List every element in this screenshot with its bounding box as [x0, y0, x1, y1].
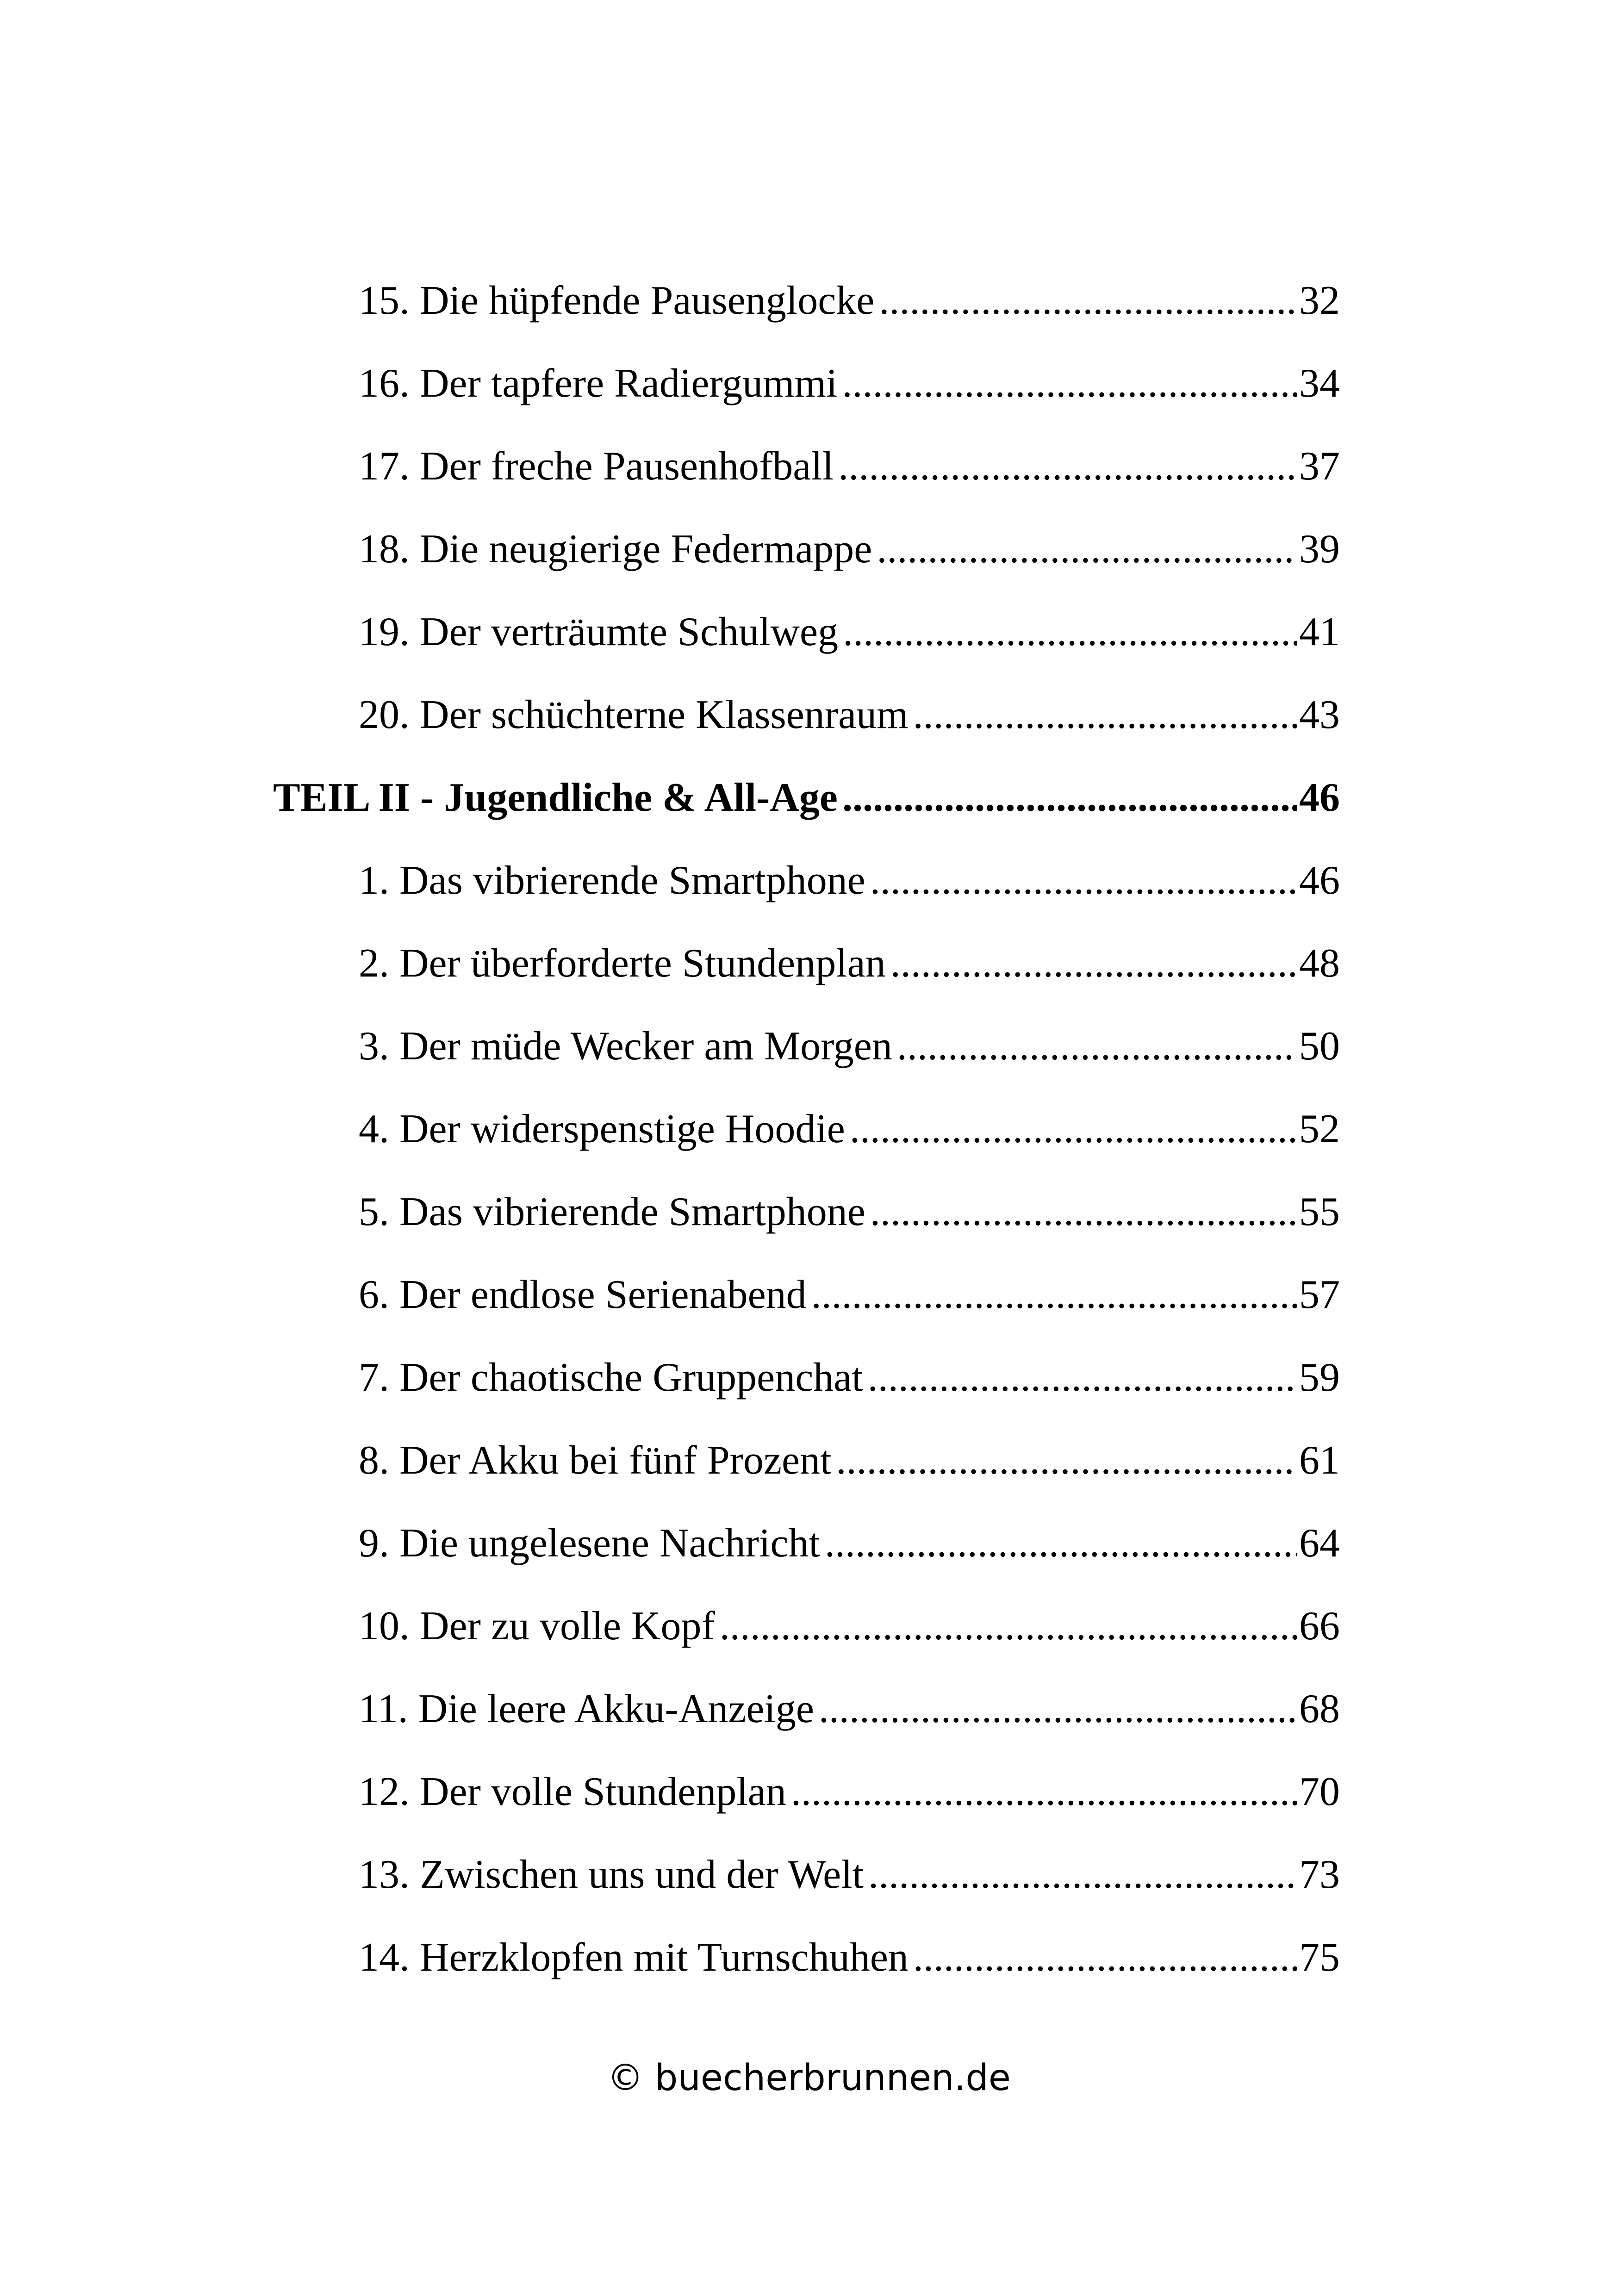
toc-entry-page: 43 [1299, 692, 1340, 737]
toc-leader-dots [814, 1681, 1297, 1737]
toc-entry-page: 55 [1299, 1189, 1340, 1234]
toc-entry-page: 46 [1299, 858, 1340, 903]
toc-entry[interactable] [359, 687, 1340, 743]
toc-entry-page: 57 [1299, 1272, 1340, 1317]
toc-entry-title: 1. Das vibrierende Smartphone [359, 858, 865, 903]
toc-entry[interactable] [359, 1019, 1340, 1074]
toc-leader-dots [837, 356, 1297, 411]
toc-part-title: TEIL II - Jugendliche & All-Age [273, 775, 838, 820]
toc-entry-page: 52 [1299, 1107, 1340, 1151]
toc-leader-dots [909, 687, 1297, 743]
toc-leader-dots [892, 1019, 1297, 1074]
toc-entry[interactable] [359, 1184, 1340, 1240]
toc-leader-dots [874, 273, 1297, 329]
toc-entry-title: 8. Der Akku bei fünf Prozent [359, 1438, 832, 1483]
toc-leader-dots [820, 1516, 1297, 1571]
toc-entry[interactable] [359, 273, 1340, 329]
toc-entry-page: 32 [1299, 278, 1340, 323]
toc-entry-title: 15. Die hüpfende Pausenglocke [359, 278, 875, 323]
toc-part-heading[interactable] [273, 770, 1340, 826]
toc-entry-title: 18. Die neugierige Federmappe [359, 527, 872, 572]
toc-entry-title: 3. Der müde Wecker am Morgen [359, 1024, 892, 1069]
toc-leader-dots [834, 439, 1297, 494]
toc-entry-title: 9. Die ungelesene Nachricht [359, 1521, 820, 1566]
toc-leader-dots [872, 522, 1297, 577]
toc-entry[interactable] [359, 522, 1340, 577]
toc-entry-page: 75 [1299, 1935, 1340, 1980]
toc-entry-title: 17. Der freche Pausenhofball [359, 444, 834, 489]
toc-entry[interactable] [359, 439, 1340, 494]
toc-entry-page: 41 [1299, 610, 1340, 654]
toc-leader-dots [909, 1930, 1297, 1985]
toc-entry-title: 4. Der widerspenstige Hoodie [359, 1107, 845, 1151]
toc-entry-page: 39 [1299, 527, 1340, 572]
toc-entry[interactable] [359, 1267, 1340, 1323]
toc-entry-title: 2. Der überforderte Stundenplan [359, 941, 886, 986]
toc-entry-page: 50 [1299, 1024, 1340, 1069]
toc-entry[interactable] [359, 1764, 1340, 1820]
toc-entry[interactable] [359, 356, 1340, 411]
toc-entry[interactable] [359, 853, 1340, 908]
toc-entry[interactable] [359, 1847, 1340, 1903]
toc-entry[interactable] [359, 1681, 1340, 1737]
toc-part-page: 46 [1299, 775, 1340, 820]
toc-entry-page: 73 [1299, 1852, 1340, 1897]
toc-entry-title: 10. Der zu volle Kopf [359, 1604, 715, 1649]
toc-entry[interactable] [359, 1350, 1340, 1406]
toc-entry[interactable] [359, 936, 1340, 991]
toc-entry-page: 48 [1299, 941, 1340, 986]
toc-entry[interactable] [359, 1516, 1340, 1571]
toc-entry-page: 37 [1299, 444, 1340, 489]
toc-leader-dots [845, 1101, 1297, 1157]
toc-entry-page: 61 [1299, 1438, 1340, 1483]
toc-entry-page: 66 [1299, 1604, 1340, 1649]
toc-leader-dots [886, 936, 1297, 991]
toc-leader-dots [715, 1599, 1297, 1654]
toc-leader-dots [865, 1184, 1297, 1240]
copyright-footer: © buecherbrunnen.de [607, 2057, 1011, 2099]
toc-leader-dots [786, 1764, 1297, 1820]
toc-leader-dots [864, 1847, 1297, 1903]
toc-leader-dots [838, 770, 1297, 826]
toc-entry[interactable] [359, 604, 1340, 660]
toc-entry[interactable] [359, 1101, 1340, 1157]
toc-entry[interactable] [359, 1433, 1340, 1488]
toc-entry[interactable] [359, 1599, 1340, 1654]
toc-entry-page: 70 [1299, 1769, 1340, 1814]
toc-entry-title: 6. Der endlose Serienabend [359, 1272, 807, 1317]
toc-entry-page: 34 [1299, 361, 1340, 406]
toc-leader-dots [865, 853, 1297, 908]
toc-entry-title: 20. Der schüchterne Klassenraum [359, 692, 909, 737]
toc-entry-title: 19. Der verträumte Schulweg [359, 610, 839, 654]
toc-entry-title: 13. Zwischen uns und der Welt [359, 1852, 864, 1897]
toc-entry-page: 68 [1299, 1686, 1340, 1731]
toc-entry-title: 14. Herzklopfen mit Turnschuhen [359, 1935, 909, 1980]
toc-entry-title: 11. Die leere Akku-Anzeige [359, 1686, 814, 1731]
toc-entry[interactable] [359, 1930, 1340, 1985]
toc-leader-dots [863, 1350, 1297, 1406]
toc-leader-dots [832, 1433, 1297, 1488]
toc-entry-title: 12. Der volle Stundenplan [359, 1769, 786, 1814]
toc-leader-dots [838, 604, 1297, 660]
toc-entry-title: 16. Der tapfere Radiergummi [359, 361, 838, 406]
toc-entry-page: 59 [1299, 1355, 1340, 1400]
toc-entry-title: 5. Das vibrierende Smartphone [359, 1189, 865, 1234]
toc-leader-dots [807, 1267, 1297, 1323]
toc-entry-page: 64 [1299, 1521, 1340, 1566]
toc-entry-title: 7. Der chaotische Gruppenchat [359, 1355, 863, 1400]
